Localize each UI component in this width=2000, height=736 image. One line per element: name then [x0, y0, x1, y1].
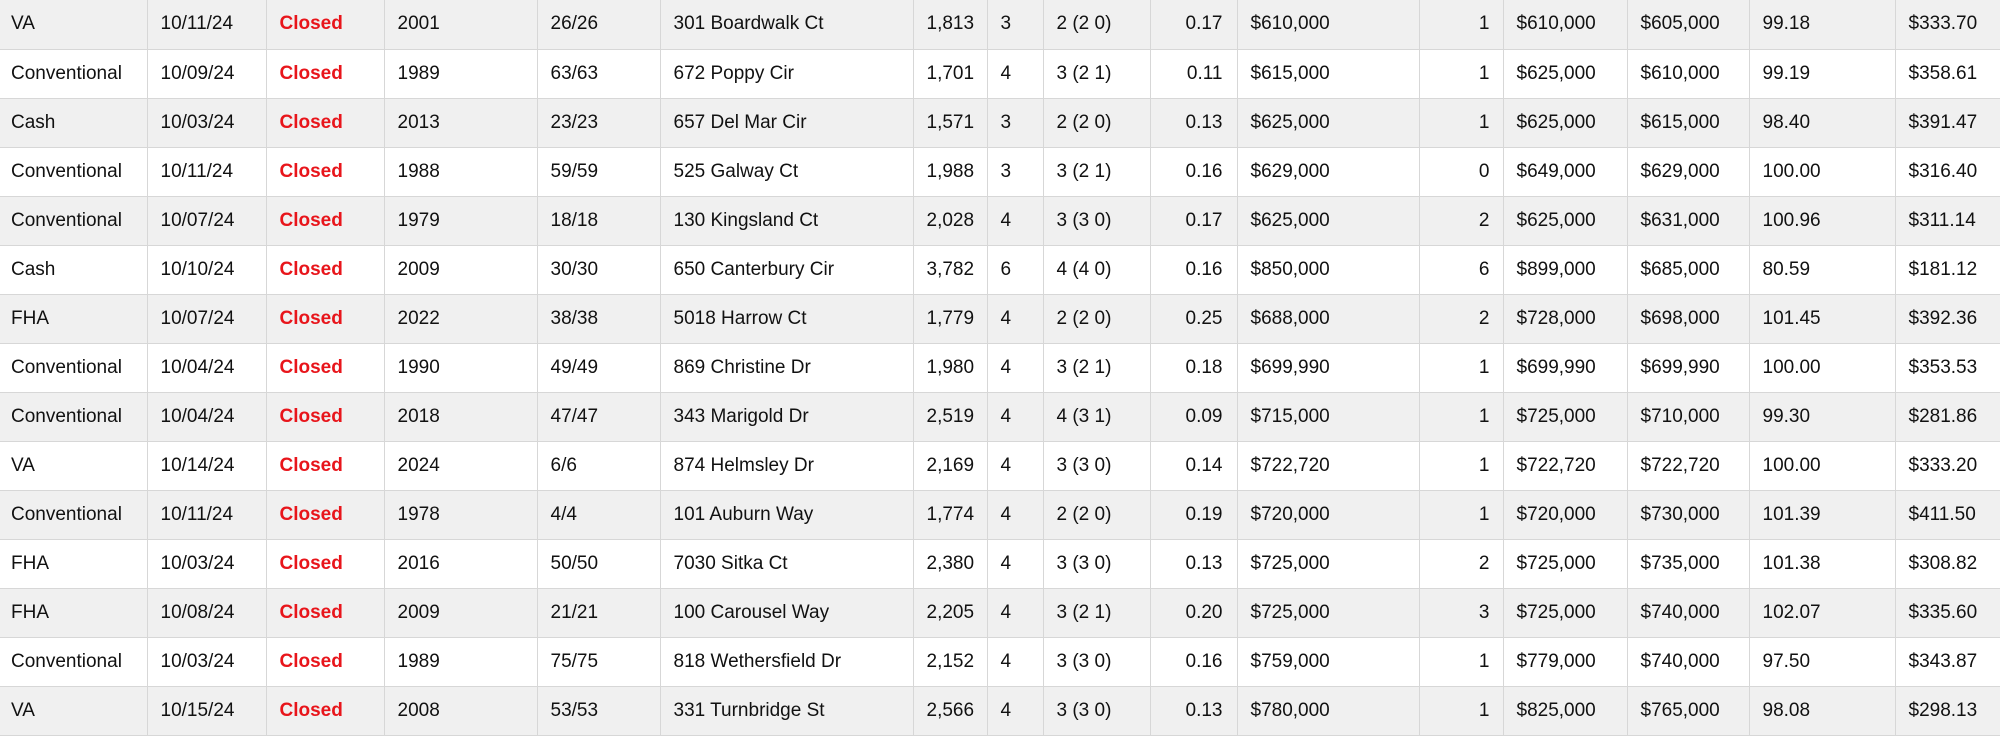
- status-cell: Closed: [266, 49, 384, 98]
- baths-cell: 3 (3 0): [1043, 637, 1150, 686]
- address-cell: 874 Helmsley Dr: [660, 441, 913, 490]
- beds-cell: 4: [987, 392, 1043, 441]
- price-per-sqft-cell: $353.53: [1895, 343, 2000, 392]
- close-date-cell: 10/15/24: [147, 686, 266, 735]
- sqft-cell: 1,988: [913, 147, 987, 196]
- list-price-cell: $625,000: [1503, 49, 1627, 98]
- beds-cell: 4: [987, 539, 1043, 588]
- lot-acres-cell: 0.20: [1150, 588, 1237, 637]
- year-built-cell: 2018: [384, 392, 537, 441]
- sp-lp-percent-cell: 99.30: [1749, 392, 1895, 441]
- beds-cell: 4: [987, 294, 1043, 343]
- year-built-cell: 2024: [384, 441, 537, 490]
- close-date-cell: 10/07/24: [147, 196, 266, 245]
- list-price-cell: $722,720: [1503, 441, 1627, 490]
- price-per-sqft-cell: $316.40: [1895, 147, 2000, 196]
- status-cell: Closed: [266, 686, 384, 735]
- year-built-cell: 2013: [384, 98, 537, 147]
- baths-cell: 4 (3 1): [1043, 392, 1150, 441]
- table-row[interactable]: [0, 0, 2000, 49]
- table-row[interactable]: [0, 196, 2000, 245]
- beds-cell: 4: [987, 686, 1043, 735]
- baths-cell: 3 (3 0): [1043, 441, 1150, 490]
- dom-cell: 6/6: [537, 441, 660, 490]
- address-cell: 101 Auburn Way: [660, 490, 913, 539]
- status-cell: Closed: [266, 0, 384, 49]
- beds-cell: 4: [987, 637, 1043, 686]
- price-per-sqft-cell: $333.70: [1895, 0, 2000, 49]
- status-cell: Closed: [266, 539, 384, 588]
- price-per-sqft-cell: $392.36: [1895, 294, 2000, 343]
- status-cell: Closed: [266, 98, 384, 147]
- financing-cell: Conventional: [0, 49, 147, 98]
- price-changes-cell: 6: [1419, 245, 1503, 294]
- dom-cell: 23/23: [537, 98, 660, 147]
- lot-acres-cell: 0.09: [1150, 392, 1237, 441]
- financing-cell: VA: [0, 0, 147, 49]
- baths-cell: 3 (3 0): [1043, 196, 1150, 245]
- lot-acres-cell: 0.13: [1150, 539, 1237, 588]
- beds-cell: 4: [987, 49, 1043, 98]
- year-built-cell: 1979: [384, 196, 537, 245]
- sp-lp-percent-cell: 101.45: [1749, 294, 1895, 343]
- original-price-cell: $625,000: [1237, 196, 1419, 245]
- baths-cell: 3 (3 0): [1043, 539, 1150, 588]
- address-cell: 650 Canterbury Cir: [660, 245, 913, 294]
- list-price-cell: $725,000: [1503, 539, 1627, 588]
- beds-cell: 6: [987, 245, 1043, 294]
- lot-acres-cell: 0.25: [1150, 294, 1237, 343]
- sqft-cell: 3,782: [913, 245, 987, 294]
- beds-cell: 4: [987, 196, 1043, 245]
- lot-acres-cell: 0.17: [1150, 0, 1237, 49]
- lot-acres-cell: 0.11: [1150, 49, 1237, 98]
- close-date-cell: 10/14/24: [147, 441, 266, 490]
- address-cell: 100 Carousel Way: [660, 588, 913, 637]
- original-price-cell: $725,000: [1237, 539, 1419, 588]
- dom-cell: 38/38: [537, 294, 660, 343]
- sqft-cell: 2,028: [913, 196, 987, 245]
- original-price-cell: $715,000: [1237, 392, 1419, 441]
- baths-cell: 2 (2 0): [1043, 294, 1150, 343]
- original-price-cell: $699,990: [1237, 343, 1419, 392]
- close-date-cell: 10/03/24: [147, 637, 266, 686]
- sp-lp-percent-cell: 102.07: [1749, 588, 1895, 637]
- year-built-cell: 1989: [384, 49, 537, 98]
- close-date-cell: 10/11/24: [147, 0, 266, 49]
- lot-acres-cell: 0.18: [1150, 343, 1237, 392]
- price-changes-cell: 1: [1419, 441, 1503, 490]
- financing-cell: VA: [0, 686, 147, 735]
- dom-cell: 50/50: [537, 539, 660, 588]
- sold-price-cell: $615,000: [1627, 98, 1749, 147]
- dom-cell: 49/49: [537, 343, 660, 392]
- address-cell: 331 Turnbridge St: [660, 686, 913, 735]
- beds-cell: 4: [987, 441, 1043, 490]
- original-price-cell: $629,000: [1237, 147, 1419, 196]
- price-per-sqft-cell: $343.87: [1895, 637, 2000, 686]
- table-row[interactable]: [0, 588, 2000, 637]
- address-cell: 7030 Sitka Ct: [660, 539, 913, 588]
- price-per-sqft-cell: $311.14: [1895, 196, 2000, 245]
- status-cell: Closed: [266, 490, 384, 539]
- sp-lp-percent-cell: 101.39: [1749, 490, 1895, 539]
- year-built-cell: 1978: [384, 490, 537, 539]
- table-row[interactable]: [0, 392, 2000, 441]
- dom-cell: 21/21: [537, 588, 660, 637]
- list-price-cell: $725,000: [1503, 392, 1627, 441]
- baths-cell: 3 (2 1): [1043, 343, 1150, 392]
- price-changes-cell: 1: [1419, 637, 1503, 686]
- table-row[interactable]: [0, 98, 2000, 147]
- year-built-cell: 2008: [384, 686, 537, 735]
- status-cell: Closed: [266, 294, 384, 343]
- price-changes-cell: 1: [1419, 49, 1503, 98]
- address-cell: 869 Christine Dr: [660, 343, 913, 392]
- lot-acres-cell: 0.17: [1150, 196, 1237, 245]
- year-built-cell: 2009: [384, 588, 537, 637]
- sold-price-cell: $730,000: [1627, 490, 1749, 539]
- list-price-cell: $899,000: [1503, 245, 1627, 294]
- sqft-cell: 1,571: [913, 98, 987, 147]
- baths-cell: 3 (2 1): [1043, 49, 1150, 98]
- sp-lp-percent-cell: 97.50: [1749, 637, 1895, 686]
- table-row[interactable]: [0, 539, 2000, 588]
- sp-lp-percent-cell: 100.00: [1749, 147, 1895, 196]
- sqft-cell: 1,813: [913, 0, 987, 49]
- beds-cell: 3: [987, 98, 1043, 147]
- list-price-cell: $699,990: [1503, 343, 1627, 392]
- close-date-cell: 10/08/24: [147, 588, 266, 637]
- dom-cell: 30/30: [537, 245, 660, 294]
- price-changes-cell: 1: [1419, 392, 1503, 441]
- status-cell: Closed: [266, 147, 384, 196]
- sold-price-cell: $740,000: [1627, 588, 1749, 637]
- price-per-sqft-cell: $358.61: [1895, 49, 2000, 98]
- financing-cell: Conventional: [0, 490, 147, 539]
- sp-lp-percent-cell: 80.59: [1749, 245, 1895, 294]
- financing-cell: Conventional: [0, 147, 147, 196]
- sqft-cell: 2,205: [913, 588, 987, 637]
- list-price-cell: $625,000: [1503, 196, 1627, 245]
- status-cell: Closed: [266, 343, 384, 392]
- list-price-cell: $720,000: [1503, 490, 1627, 539]
- sp-lp-percent-cell: 100.00: [1749, 343, 1895, 392]
- financing-cell: Cash: [0, 245, 147, 294]
- beds-cell: 4: [987, 588, 1043, 637]
- status-cell: Closed: [266, 588, 384, 637]
- price-changes-cell: 3: [1419, 588, 1503, 637]
- table-row[interactable]: [0, 245, 2000, 294]
- dom-cell: 47/47: [537, 392, 660, 441]
- financing-cell: Conventional: [0, 196, 147, 245]
- price-changes-cell: 1: [1419, 490, 1503, 539]
- price-changes-cell: 1: [1419, 343, 1503, 392]
- sold-price-cell: $735,000: [1627, 539, 1749, 588]
- original-price-cell: $725,000: [1237, 588, 1419, 637]
- sqft-cell: 1,774: [913, 490, 987, 539]
- table-row[interactable]: [0, 147, 2000, 196]
- dom-cell: 63/63: [537, 49, 660, 98]
- baths-cell: 3 (3 0): [1043, 686, 1150, 735]
- price-per-sqft-cell: $335.60: [1895, 588, 2000, 637]
- address-cell: 301 Boardwalk Ct: [660, 0, 913, 49]
- lot-acres-cell: 0.13: [1150, 98, 1237, 147]
- dom-cell: 53/53: [537, 686, 660, 735]
- address-cell: 672 Poppy Cir: [660, 49, 913, 98]
- list-price-cell: $725,000: [1503, 588, 1627, 637]
- price-per-sqft-cell: $281.86: [1895, 392, 2000, 441]
- status-cell: Closed: [266, 441, 384, 490]
- baths-cell: 3 (2 1): [1043, 147, 1150, 196]
- sold-price-cell: $722,720: [1627, 441, 1749, 490]
- lot-acres-cell: 0.16: [1150, 637, 1237, 686]
- sp-lp-percent-cell: 99.19: [1749, 49, 1895, 98]
- address-cell: 5018 Harrow Ct: [660, 294, 913, 343]
- beds-cell: 3: [987, 147, 1043, 196]
- sold-price-cell: $685,000: [1627, 245, 1749, 294]
- baths-cell: 4 (4 0): [1043, 245, 1150, 294]
- financing-cell: Conventional: [0, 637, 147, 686]
- status-cell: Closed: [266, 196, 384, 245]
- table-row[interactable]: [0, 441, 2000, 490]
- price-changes-cell: 2: [1419, 539, 1503, 588]
- close-date-cell: 10/11/24: [147, 147, 266, 196]
- table-row[interactable]: [0, 343, 2000, 392]
- original-price-cell: $850,000: [1237, 245, 1419, 294]
- dom-cell: 26/26: [537, 0, 660, 49]
- lot-acres-cell: 0.16: [1150, 147, 1237, 196]
- table-row[interactable]: [0, 294, 2000, 343]
- close-date-cell: 10/04/24: [147, 343, 266, 392]
- sqft-cell: 2,566: [913, 686, 987, 735]
- list-price-cell: $779,000: [1503, 637, 1627, 686]
- sp-lp-percent-cell: 100.00: [1749, 441, 1895, 490]
- table-row[interactable]: [0, 490, 2000, 539]
- year-built-cell: 1989: [384, 637, 537, 686]
- dom-cell: 75/75: [537, 637, 660, 686]
- price-per-sqft-cell: $411.50: [1895, 490, 2000, 539]
- beds-cell: 4: [987, 343, 1043, 392]
- year-built-cell: 2022: [384, 294, 537, 343]
- original-price-cell: $720,000: [1237, 490, 1419, 539]
- address-cell: 525 Galway Ct: [660, 147, 913, 196]
- table-row[interactable]: [0, 686, 2000, 735]
- price-changes-cell: 0: [1419, 147, 1503, 196]
- dom-cell: 18/18: [537, 196, 660, 245]
- year-built-cell: 2009: [384, 245, 537, 294]
- price-changes-cell: 1: [1419, 686, 1503, 735]
- year-built-cell: 1990: [384, 343, 537, 392]
- original-price-cell: $688,000: [1237, 294, 1419, 343]
- status-cell: Closed: [266, 245, 384, 294]
- address-cell: 818 Wethersfield Dr: [660, 637, 913, 686]
- price-changes-cell: 2: [1419, 294, 1503, 343]
- sp-lp-percent-cell: 99.18: [1749, 0, 1895, 49]
- beds-cell: 3: [987, 0, 1043, 49]
- original-price-cell: $759,000: [1237, 637, 1419, 686]
- status-cell: Closed: [266, 392, 384, 441]
- year-built-cell: 2001: [384, 0, 537, 49]
- sp-lp-percent-cell: 98.08: [1749, 686, 1895, 735]
- year-built-cell: 1988: [384, 147, 537, 196]
- sp-lp-percent-cell: 101.38: [1749, 539, 1895, 588]
- price-changes-cell: 1: [1419, 98, 1503, 147]
- financing-cell: FHA: [0, 294, 147, 343]
- original-price-cell: $615,000: [1237, 49, 1419, 98]
- list-price-cell: $625,000: [1503, 98, 1627, 147]
- address-cell: 657 Del Mar Cir: [660, 98, 913, 147]
- close-date-cell: 10/09/24: [147, 49, 266, 98]
- baths-cell: 2 (2 0): [1043, 98, 1150, 147]
- sold-price-cell: $698,000: [1627, 294, 1749, 343]
- list-price-cell: $728,000: [1503, 294, 1627, 343]
- baths-cell: 2 (2 0): [1043, 0, 1150, 49]
- sqft-cell: 2,152: [913, 637, 987, 686]
- table-row[interactable]: [0, 637, 2000, 686]
- address-cell: 343 Marigold Dr: [660, 392, 913, 441]
- address-cell: 130 Kingsland Ct: [660, 196, 913, 245]
- price-changes-cell: 2: [1419, 196, 1503, 245]
- close-date-cell: 10/10/24: [147, 245, 266, 294]
- sold-price-cell: $699,990: [1627, 343, 1749, 392]
- price-per-sqft-cell: $181.12: [1895, 245, 2000, 294]
- financing-cell: FHA: [0, 539, 147, 588]
- lot-acres-cell: 0.14: [1150, 441, 1237, 490]
- dom-cell: 59/59: [537, 147, 660, 196]
- sqft-cell: 1,980: [913, 343, 987, 392]
- close-date-cell: 10/03/24: [147, 539, 266, 588]
- sp-lp-percent-cell: 98.40: [1749, 98, 1895, 147]
- sold-price-cell: $740,000: [1627, 637, 1749, 686]
- sold-price-cell: $765,000: [1627, 686, 1749, 735]
- financing-cell: Conventional: [0, 392, 147, 441]
- sold-price-cell: $629,000: [1627, 147, 1749, 196]
- original-price-cell: $722,720: [1237, 441, 1419, 490]
- price-per-sqft-cell: $298.13: [1895, 686, 2000, 735]
- sqft-cell: 1,779: [913, 294, 987, 343]
- financing-cell: VA: [0, 441, 147, 490]
- status-cell: Closed: [266, 637, 384, 686]
- sold-price-cell: $605,000: [1627, 0, 1749, 49]
- list-price-cell: $825,000: [1503, 686, 1627, 735]
- price-per-sqft-cell: $333.20: [1895, 441, 2000, 490]
- year-built-cell: 2016: [384, 539, 537, 588]
- original-price-cell: $625,000: [1237, 98, 1419, 147]
- beds-cell: 4: [987, 490, 1043, 539]
- financing-cell: Cash: [0, 98, 147, 147]
- baths-cell: 3 (2 1): [1043, 588, 1150, 637]
- dom-cell: 4/4: [537, 490, 660, 539]
- table-row[interactable]: [0, 49, 2000, 98]
- list-price-cell: $610,000: [1503, 0, 1627, 49]
- baths-cell: 2 (2 0): [1043, 490, 1150, 539]
- lot-acres-cell: 0.19: [1150, 490, 1237, 539]
- list-price-cell: $649,000: [1503, 147, 1627, 196]
- close-date-cell: 10/03/24: [147, 98, 266, 147]
- sqft-cell: 2,380: [913, 539, 987, 588]
- sp-lp-percent-cell: 100.96: [1749, 196, 1895, 245]
- financing-cell: FHA: [0, 588, 147, 637]
- original-price-cell: $780,000: [1237, 686, 1419, 735]
- lot-acres-cell: 0.13: [1150, 686, 1237, 735]
- close-date-cell: 10/04/24: [147, 392, 266, 441]
- close-date-cell: 10/07/24: [147, 294, 266, 343]
- lot-acres-cell: 0.16: [1150, 245, 1237, 294]
- sold-price-cell: $610,000: [1627, 49, 1749, 98]
- original-price-cell: $610,000: [1237, 0, 1419, 49]
- close-date-cell: 10/11/24: [147, 490, 266, 539]
- price-changes-cell: 1: [1419, 0, 1503, 49]
- price-per-sqft-cell: $391.47: [1895, 98, 2000, 147]
- sqft-cell: 2,169: [913, 441, 987, 490]
- sqft-cell: 1,701: [913, 49, 987, 98]
- sold-price-cell: $710,000: [1627, 392, 1749, 441]
- sqft-cell: 2,519: [913, 392, 987, 441]
- price-per-sqft-cell: $308.82: [1895, 539, 2000, 588]
- financing-cell: Conventional: [0, 343, 147, 392]
- sold-price-cell: $631,000: [1627, 196, 1749, 245]
